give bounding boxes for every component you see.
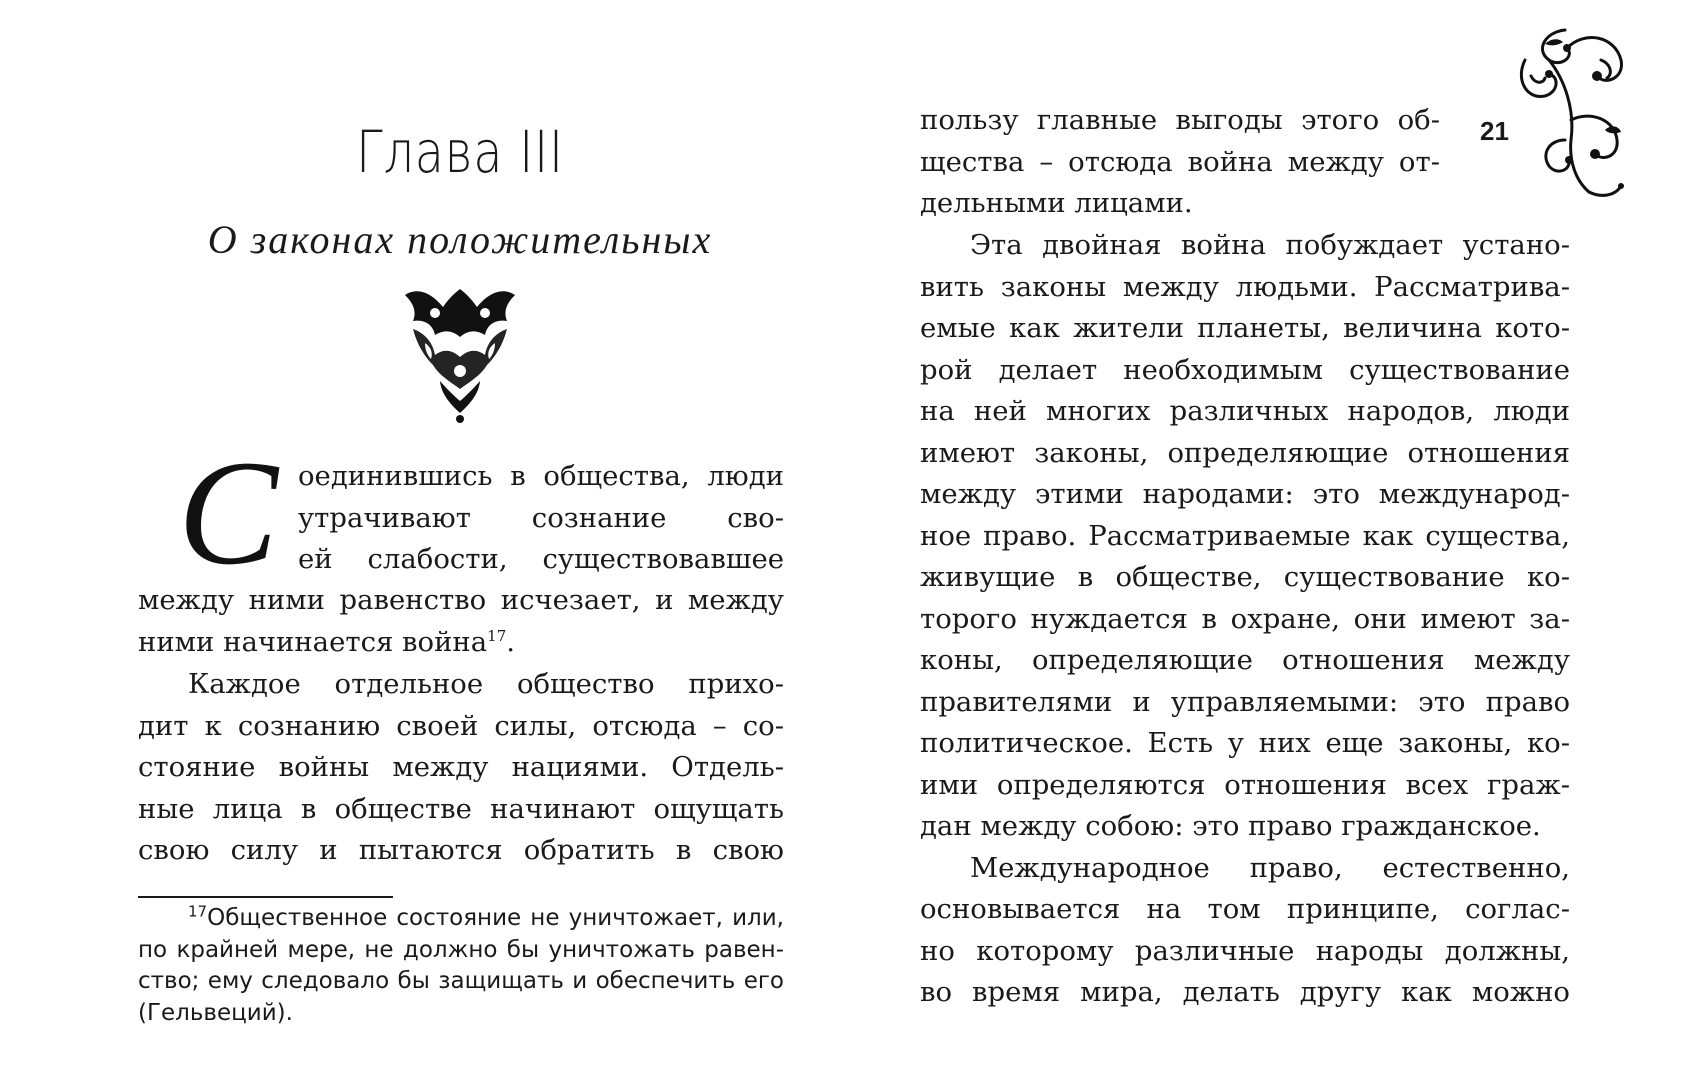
text-line: основывается на том принципе, соглас- <box>920 893 1570 925</box>
sentence-end: . <box>506 625 515 658</box>
text-line: дельными лицами. <box>920 187 1193 219</box>
text-line: коны, определяющие отношения между <box>920 644 1570 676</box>
chapter-subtitle: О законах положительных <box>207 217 713 262</box>
chapter-title: Глава III <box>356 118 564 186</box>
paragraph-1-continued <box>138 580 784 663</box>
paragraph-2 <box>138 664 784 872</box>
footnote-reference[interactable]: 17 <box>487 626 507 645</box>
paragraph-1-opening <box>298 456 784 581</box>
drop-cap: С <box>178 430 279 596</box>
text-line: между этими народами: это международ- <box>920 478 1570 510</box>
footnote-line: (Гельвеций). <box>138 999 293 1026</box>
text-line: имеют законы, определяющие отношения <box>920 436 1570 469</box>
text-line: ные лица в обществе начинают ощущать <box>138 792 784 825</box>
text-line: ими определяются отношения всех граж- <box>920 768 1570 801</box>
text-line: ними начинается война <box>138 625 488 658</box>
text-line: Каждое отдельное общество прихо- <box>188 668 784 700</box>
text-line: на ней многих различных народов, люди <box>920 395 1570 427</box>
chapter-ornament-icon <box>395 285 525 425</box>
text-line: пользу главные выгоды этого об- <box>920 104 1440 136</box>
text-line: дит к сознанию своей силы, отсюда – со- <box>138 709 784 742</box>
text-line: Международное право, естественно, <box>970 851 1570 884</box>
text-line-last <box>138 622 784 664</box>
footnote-divider <box>138 896 393 898</box>
text-line: щества – отсюда война между от- <box>920 145 1440 178</box>
text-line: свою силу и пытаются обратить в свою <box>138 834 784 866</box>
footnote <box>138 903 784 1029</box>
footnote-line: по крайней мере, не должно бы уничтожать равен- <box>138 936 784 963</box>
right-paragraphs <box>920 225 1570 1014</box>
text-line: политическое. Есть у них еще законы, ко- <box>920 727 1570 759</box>
text-line: дан между собою: это право гражданское. <box>920 810 1541 842</box>
text-line: емые как жители планеты, величина кото- <box>920 312 1570 344</box>
text-line: торого нуждается в охране, они имеют за- <box>920 602 1570 635</box>
corner-flourish-icon <box>1505 20 1635 210</box>
footnote-text: Общественное состояние не уничтожает, или, <box>207 905 784 931</box>
text-line: утрачивают сознание сво- <box>298 501 784 534</box>
text-line: вить законы между людьми. Рассматрива- <box>920 270 1570 303</box>
text-line: рой делает необходимым существование <box>920 353 1570 386</box>
page-number: 21 <box>1480 116 1509 146</box>
text-line: живущие в обществе, существование ко- <box>920 561 1570 593</box>
text-line: во время мира, делать другу как можно <box>920 976 1570 1008</box>
text-line: стояние войны между нациями. Отдель- <box>138 751 784 783</box>
footnote-number: 17 <box>188 902 208 921</box>
text-line: ное право. Рассматриваемые как существа, <box>920 519 1570 552</box>
text-line: но которому различные народы должны, <box>920 934 1570 967</box>
text-line: Эта двойная война побуждает устано- <box>970 229 1570 261</box>
footnote-line: ство; ему следовало бы защищать и обеспечить его <box>138 968 784 994</box>
footnote-line <box>138 903 784 935</box>
continuation-text <box>920 100 1440 225</box>
text-line: ей слабости, существовавшее <box>298 543 784 575</box>
text-line: между ними равенство исчезает, и между <box>138 584 784 616</box>
text-line: правителями и управляемыми: это право <box>920 685 1570 718</box>
text-line: оединившись в общества, люди <box>298 460 784 492</box>
